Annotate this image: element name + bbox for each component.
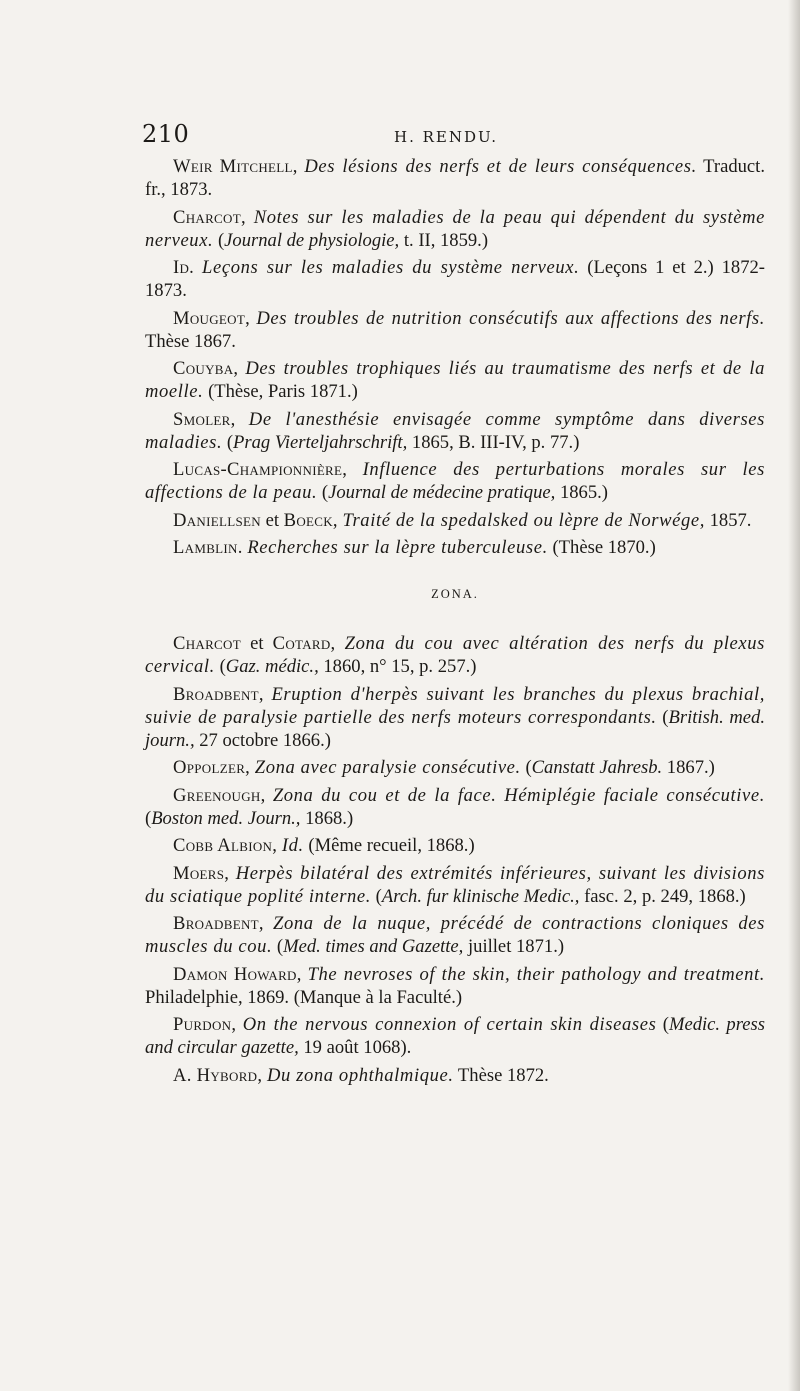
reference-title: De l'anesthésie envisagée comme symptôme dans diverses maladies. [145, 408, 765, 453]
reference-entry [145, 357, 765, 403]
reference-details: ( [520, 757, 532, 778]
reference-details: Traduct. fr., 1873. [145, 156, 765, 200]
reference-author: Broadbent, [173, 913, 264, 934]
page-edge-shadow [788, 0, 800, 1391]
reference-author: Weir Mitchell, [173, 156, 298, 177]
reference-title: Influence des perturbations morales sur les affections de la peau. [145, 459, 765, 503]
running-head: H. RENDU. [394, 128, 499, 146]
reference-author: Broadbent, [173, 683, 264, 705]
reference-author: Mougeot, [173, 307, 251, 329]
reference-title: Notes sur les maladies de la peau qui dépendent du système nerveux. [145, 206, 765, 251]
reference-details-end: 1865, B. III-IV, p. 77.) [407, 431, 580, 453]
reference-details: ( [222, 431, 234, 453]
reference-coauthor: Boeck, [283, 509, 338, 531]
reference-title: The nevroses of the skin, their pathology and treatment. [307, 963, 765, 985]
reference-details: (Leçons 1 et 2.) 1872-1873. [145, 257, 765, 301]
reference-entry [145, 784, 765, 830]
reference-author: Moers, [173, 862, 230, 884]
reference-details: ( [656, 1014, 669, 1035]
reference-title: Leçons sur les maladies du système nerveux. [202, 257, 580, 278]
reference-publication: Boston med. Journ., [151, 807, 301, 829]
section-title-zona: ZONA. [431, 587, 479, 601]
reference-entry [145, 862, 765, 908]
reference-author: Couyba, [173, 358, 239, 379]
reference-entry [145, 834, 765, 857]
reference-title: Zona de la nuque, précédé de contractions cloniques des muscles du cou. [145, 913, 765, 957]
reference-entry [145, 256, 765, 302]
reference-entry [145, 307, 765, 353]
references-top [145, 155, 765, 559]
reference-entry [145, 683, 765, 752]
reference-details: ( [272, 936, 284, 957]
reference-entry [145, 1064, 765, 1087]
reference-details: ( [145, 807, 152, 829]
reference-coauthor: Cotard, [272, 633, 336, 654]
reference-details: Thèse 1867. [145, 330, 236, 352]
reference-author: Daniellsen [173, 509, 261, 531]
reference-publication: Canstatt Jahresb. [531, 757, 663, 778]
reference-details-end: fasc. 2, p. 249, 1868.) [579, 885, 746, 907]
reference-author: Damon Howard, [173, 963, 302, 985]
reference-entry [145, 756, 765, 779]
reference-title: On the nervous connexion of certain skin diseases [242, 1014, 657, 1035]
reference-details-end: 1860, n° 15, p. 257.) [318, 656, 477, 677]
reference-publication: Medic. press and circular gazette, [145, 1014, 766, 1058]
reference-author: Purdon, [173, 1014, 237, 1035]
reference-author: Lamblin. [173, 537, 243, 558]
reference-title: Zona du cou avec altération des nerfs du plexus cervical. [145, 633, 765, 677]
reference-details-end: t. II, 1859.) [399, 229, 489, 251]
reference-details: ( [317, 482, 329, 503]
reference-entry [145, 1013, 765, 1059]
reference-author: A. Hybord, [173, 1064, 263, 1086]
reference-author: Id. [173, 257, 195, 278]
reference-publication: Med. times and Gazette, [283, 936, 464, 957]
reference-publication: British. med. journ., [145, 706, 765, 751]
reference-title: Eruption d'herpès suivant les branches du plexus brachial, suivie de paralysie partielle des nerfs moteurs correspondants. [145, 683, 765, 728]
reference-details: Thèse 1872. [453, 1064, 549, 1086]
reference-details-end: 1868.) [300, 807, 354, 829]
reference-details: (Thèse 1870.) [547, 537, 656, 558]
reference-author: Oppolzer, [173, 757, 251, 778]
reference-author: Cobb Albion, [173, 835, 278, 856]
reference-conjunction: et [260, 509, 284, 531]
reference-entry [145, 509, 765, 532]
reference-details-end: 27 octobre 1866.) [194, 729, 331, 751]
reference-details: 1857. [704, 509, 752, 531]
reference-entry [145, 912, 765, 958]
reference-details-end: 19 août 1068). [298, 1037, 412, 1058]
reference-author: Lucas-Championnière, [173, 459, 348, 480]
reference-details: ( [656, 706, 669, 728]
reference-entry [145, 206, 765, 252]
reference-title: Traité de la spedalsked ou lèpre de Norwége, [342, 509, 705, 531]
reference-details-end: 1867.) [662, 757, 715, 778]
reference-author: Greenough, [173, 784, 266, 806]
reference-details: (Thèse, Paris 1871.) [203, 381, 358, 402]
reference-details: ( [371, 885, 382, 907]
reference-title: Des troubles de nutrition consécutifs aux affections des nerfs. [256, 307, 765, 329]
reference-entry [145, 458, 765, 504]
reference-details: (Même recueil, 1868.) [303, 835, 475, 856]
reference-details: ( [214, 656, 226, 677]
reference-title: Id. [281, 835, 304, 856]
reference-details: Philadelphie, 1869. (Manque à la Faculté.) [145, 986, 463, 1008]
bibliography [145, 155, 765, 1091]
reference-author: Charcot [173, 633, 241, 654]
reference-title: Du zona ophthalmique. [266, 1064, 454, 1086]
page-number: 210 [142, 120, 190, 148]
reference-title: Zona du cou et de la face. Hémiplégie faciale consécutive. [272, 784, 766, 806]
reference-entry [145, 536, 765, 559]
reference-publication: Prag Vierteljahrschrift, [233, 431, 408, 453]
page-header [142, 120, 764, 154]
reference-details-end: 1865.) [555, 482, 608, 503]
reference-publication: Arch. fur klinische Medic., [381, 885, 580, 907]
reference-entry [145, 963, 765, 1009]
reference-title: Des lésions des nerfs et de leurs conséquences. [304, 156, 697, 177]
reference-details: ( [213, 229, 225, 251]
reference-publication: Journal de physiologie, [224, 229, 400, 251]
reference-title: Herpès bilatéral des extrémités inférieures, suivant les divisions du sciatique poplité interne. [145, 862, 765, 907]
reference-title: Recherches sur la lèpre tuberculeuse. [247, 537, 548, 558]
reference-entry [145, 155, 765, 201]
reference-title: Des troubles trophiques liés au traumatisme des nerfs et de la moelle. [145, 358, 765, 402]
reference-title: Zona avec paralysie consécutive. [254, 757, 521, 778]
reference-entry [145, 408, 765, 454]
reference-author: Smoler, [173, 408, 236, 430]
reference-publication: Journal de médecine pratique, [328, 482, 556, 503]
reference-publication: Gaz. médic., [225, 656, 319, 677]
reference-conjunction: et [240, 633, 273, 654]
reference-entry [145, 632, 765, 678]
reference-details-end: juillet 1871.) [463, 936, 565, 957]
reference-author: Charcot, [173, 206, 246, 228]
references-zona [145, 632, 765, 1087]
